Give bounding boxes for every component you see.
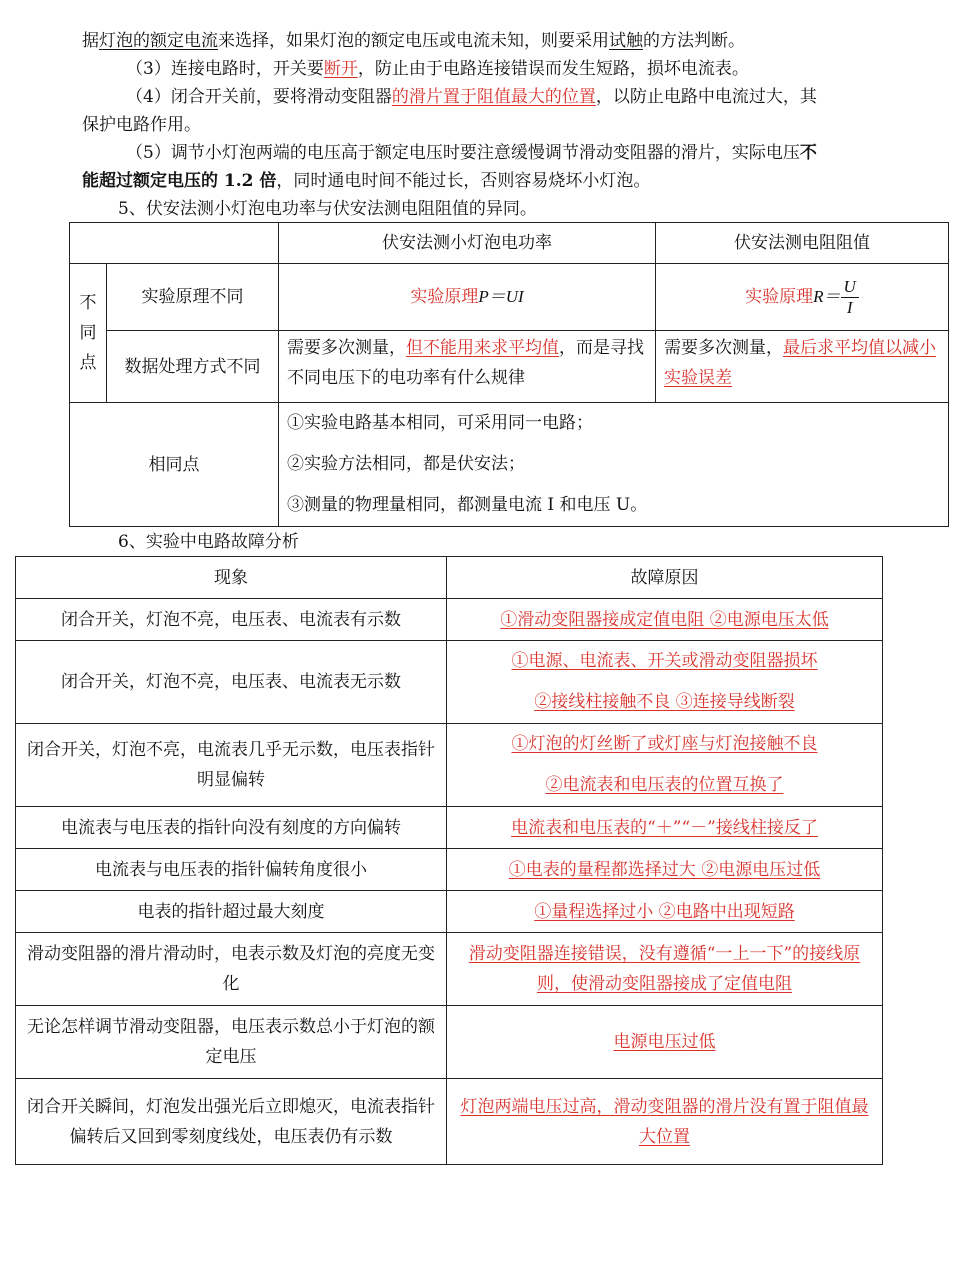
fault-cause-line: 灯泡两端电压过高，滑动变阻器的滑片没有置于阻值最大位置	[460, 1096, 869, 1147]
header-power: 伏安法测小灯泡电功率	[279, 223, 656, 264]
fault-phenomenon: 滑动变阻器的滑片滑动时，电表示数及灯泡的亮度无变化	[16, 933, 447, 1006]
fault-phenomenon: 无论怎样调节滑动变阻器，电压表示数总小于灯泡的额定电压	[16, 1006, 447, 1079]
fault-cause-line: 电流表和电压表的“＋”“－”接线柱接反了	[511, 817, 818, 838]
fault-cause	[447, 933, 883, 1006]
fault-cause-line: ①量程选择过小 ②电路中出现短路	[534, 901, 795, 922]
resistance-principle: 实验原理R＝ $\frac{U}{I}$	[656, 264, 949, 331]
fault-cause-line: ②接线柱接触不良 ③连接导线断裂	[534, 692, 795, 712]
similarity-row	[70, 403, 949, 527]
fault-header-row	[16, 557, 883, 599]
power-principle: 实验原理P＝UI	[279, 264, 656, 331]
fault-phenomenon: 闭合开关瞬间，灯泡发出强光后立即熄灭，电流表指针偏转后又回到零刻度线处，电压表仍有示数	[16, 1079, 447, 1165]
fault-phenomenon: 电流表与电压表的指针向没有刻度的方向偏转	[16, 807, 447, 849]
paragraph-step-5: （5）调节小灯泡两端的电压高于额定电压时要注意缓慢调节滑动变阻器的滑片，实际电压不能超过额定电压的 1.2 倍，同时通电时间不能过长，否则容易烧坏小灯泡。	[82, 143, 817, 191]
difference-label-char: 点	[79, 353, 97, 373]
fault-cause	[447, 849, 883, 891]
resistance-data-processing: 需要多次测量，最后求平均值以减小实验误差	[656, 331, 949, 403]
paragraph-step-4: （4）闭合开关前，要将滑动变阻器的滑片置于阻值最大的位置，以防止电路中电流过大，其保护电路作用。	[82, 87, 817, 135]
difference-label-char: 同	[79, 323, 97, 343]
similarity-item: ①实验电路基本相同，可采用同一电路；	[287, 413, 593, 433]
principle-row	[70, 264, 949, 331]
fault-cause-line: ①电表的量程都选择过大 ②电源电压过低	[508, 859, 821, 880]
similarity-items	[279, 403, 949, 527]
comparison-corner-cell	[70, 223, 279, 264]
fault-phenomenon: 闭合开关，灯泡不亮，电流表几乎无示数，电压表指针明显偏转	[16, 724, 447, 807]
paragraph-rated-current: 据灯泡的额定电流来选择，如果灯泡的额定电压或电流未知，则要采用试触的方法判断。	[82, 31, 745, 51]
header-resistance: 伏安法测电阻阻值	[656, 223, 949, 264]
fault-phenomenon: 电表的指针超过最大刻度	[16, 891, 447, 933]
fault-cause-line: ①灯泡的灯丝断了或灯座与灯泡接触不良	[511, 734, 818, 754]
fault-table	[15, 556, 883, 1165]
underlined-term-trial-touch: 试触	[609, 31, 643, 51]
fault-cause	[447, 807, 883, 849]
fault-row	[16, 599, 883, 641]
highlight-max-resistance: 的滑片置于阻值最大的位置	[391, 87, 596, 107]
similarity-item: ③测量的物理量相同，都测量电流 I 和电压 U。	[287, 495, 648, 515]
fault-phenomenon: 闭合开关，灯泡不亮，电压表、电流表无示数	[16, 641, 447, 724]
fault-cause	[447, 1079, 883, 1165]
fault-cause-line: ②电流表和电压表的位置互换了	[545, 775, 784, 795]
power-data-processing: 需要多次测量，但不能用来求平均值，而是寻找不同电压下的电功率有什么规律	[279, 331, 656, 403]
fault-cause-line: 滑动变阻器连接错误，没有遵循“一上一下”的接线原则，使滑动变阻器接成了定值电阻	[468, 944, 861, 994]
fault-cause-line: ①电源、电流表、开关或滑动变阻器损坏	[511, 651, 818, 671]
fault-row	[16, 641, 883, 724]
fault-cause	[447, 891, 883, 933]
difference-label	[70, 264, 107, 403]
data-processing-label: 数据处理方式不同	[107, 331, 279, 403]
fault-row	[16, 1006, 883, 1079]
similarity-item: ②实验方法相同，都是伏安法；	[287, 454, 525, 474]
bold-limit: 不能超过额定电压的 1.2 倍	[82, 143, 817, 191]
fault-row	[16, 933, 883, 1006]
section-5-title: 5、伏安法测小灯泡电功率与伏安法测电阻阻值的异同。	[118, 199, 537, 219]
fault-row	[16, 724, 883, 807]
fault-cause	[447, 599, 883, 641]
fault-row	[16, 849, 883, 891]
power-formula: P＝UI	[478, 287, 524, 306]
fault-cause-line: 电源电压过低	[613, 1032, 716, 1052]
fault-cause	[447, 641, 883, 724]
fault-cause-line: ①滑动变阻器接成定值电阻 ②电源电压太低	[500, 609, 829, 630]
fault-phenomenon: 闭合开关，灯泡不亮，电压表、电流表有示数	[16, 599, 447, 641]
difference-label-text	[74, 288, 102, 378]
fault-row	[16, 891, 883, 933]
principle-label: 实验原理不同	[107, 264, 279, 331]
fault-cause	[447, 1006, 883, 1079]
underlined-term-rated-current: 灯泡的额定电流	[99, 31, 218, 51]
resistance-fraction: $\frac{U}{I}$	[841, 277, 859, 318]
section-6-title: 6、实验中电路故障分析	[118, 532, 299, 552]
fault-row	[16, 1079, 883, 1165]
paragraph-step-3: （3）连接电路时，开关要断开，防止由于电路连接错误而发生短路，损坏电流表。	[126, 59, 749, 79]
highlight-disconnect: 断开	[323, 59, 358, 79]
comparison-header-row	[70, 223, 949, 264]
header-phenomenon: 现象	[16, 557, 447, 599]
comparison-table	[69, 222, 949, 527]
fault-cause	[447, 724, 883, 807]
similarity-label: 相同点	[70, 403, 279, 527]
fault-row	[16, 807, 883, 849]
difference-label-char: 不	[79, 293, 97, 313]
fault-phenomenon: 电流表与电压表的指针偏转角度很小	[16, 849, 447, 891]
header-cause: 故障原因	[447, 557, 883, 599]
data-processing-row	[70, 331, 949, 403]
